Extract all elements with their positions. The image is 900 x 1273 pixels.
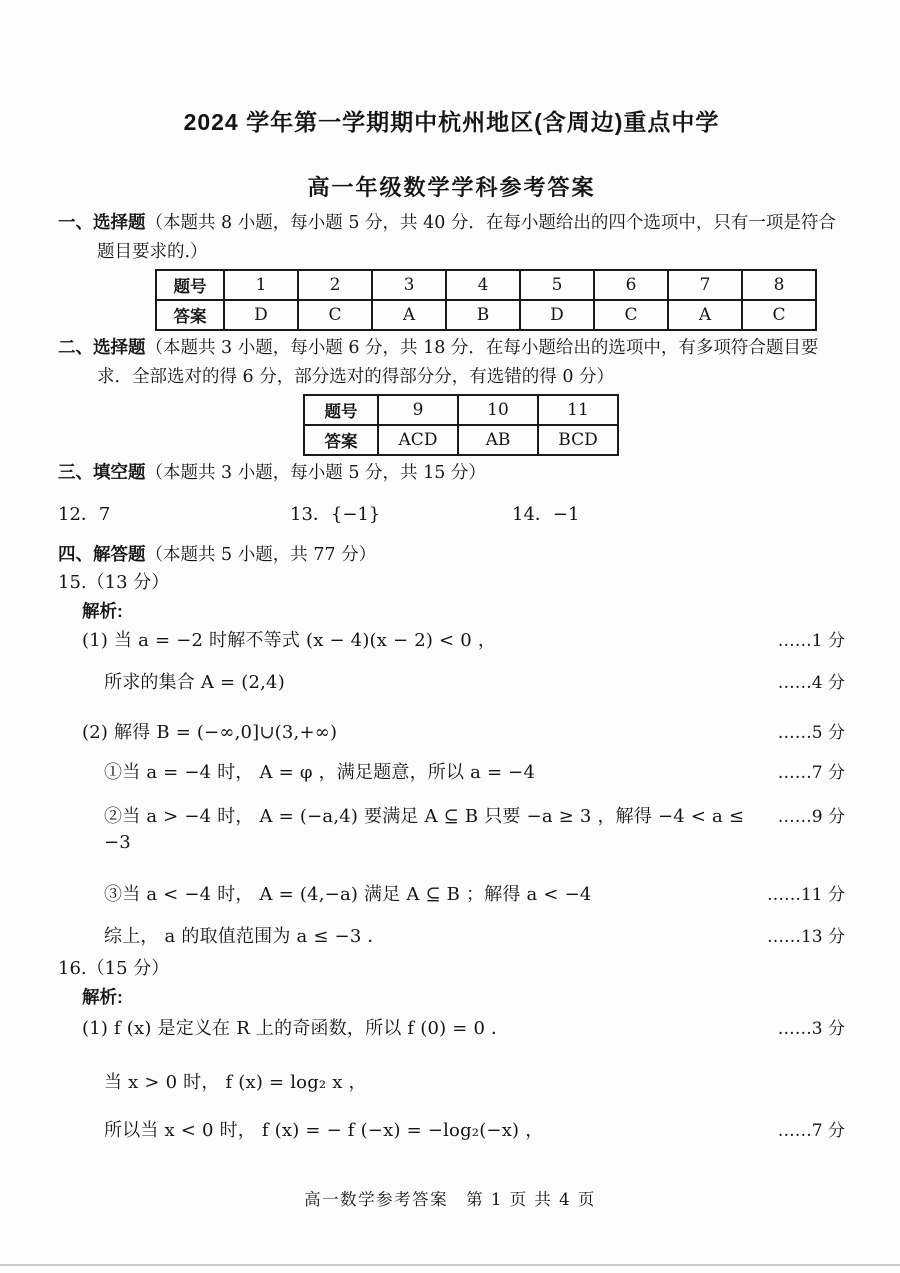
score-label: ……1 分: [777, 631, 845, 651]
table-header-cell: 题号: [304, 395, 378, 425]
section-3-title: 填空题: [93, 462, 146, 482]
section-4-number: 四、: [58, 544, 93, 564]
section-1-number: 一、: [58, 212, 93, 232]
answer-value: 7: [98, 504, 111, 525]
table-cell: 7: [668, 270, 742, 300]
question-15-header: 15.（13 分）: [58, 572, 170, 593]
score-label: ……5 分: [777, 723, 845, 743]
section-2-number: 二、: [58, 337, 93, 357]
solution-text: (1) f (x) 是定义在 R 上的奇函数，所以 f (0) = 0 ．: [82, 1018, 510, 1039]
answer-table-questions-9-11: [303, 394, 619, 456]
fill-in-answer-13: [290, 502, 512, 528]
table-cell: A: [372, 300, 446, 330]
fill-in-answer-12: [58, 502, 290, 528]
question-number: 13．: [290, 504, 331, 525]
solution-line: [58, 1070, 845, 1096]
table-cell: 10: [458, 395, 538, 425]
section-1-description: （本题共 8 小题，每小题 5 分，共 40 分．在每小题给出的四个选项中，只有一项是符合题目要求的.）: [97, 213, 836, 262]
score-label: ……7 分: [777, 1121, 845, 1141]
solution-line: [58, 628, 845, 654]
solution-text: 所求的集合 A = (2,4): [104, 672, 285, 693]
solution-text: (1) 当 a = −2 时解不等式 (x − 4)(x − 2) < 0 ，: [82, 630, 497, 651]
table-cell: AB: [458, 425, 538, 455]
table-cell: C: [594, 300, 668, 330]
section-3-description: （本题共 3 小题，每小题 5 分，共 15 分）: [145, 463, 486, 483]
table-row-answers: [304, 425, 618, 455]
score-label: ……4 分: [777, 673, 845, 693]
table-cell: D: [224, 300, 298, 330]
solution-text: 所以当 x < 0 时， f (x) = − f (−x) = −log₂(−x) ，: [104, 1120, 544, 1141]
table-cell: B: [446, 300, 520, 330]
section-4-description: （本题共 5 小题，共 77 分）: [145, 545, 377, 565]
solution-line: [58, 882, 845, 908]
table-row-question-numbers: [304, 395, 618, 425]
doc-title-line1: 2024 学年第一学期期中杭州地区(含周边)重点中学: [183, 109, 720, 135]
section-3-heading: [58, 458, 845, 488]
score-label: ……7 分: [777, 763, 845, 783]
score-label: ……9 分: [777, 807, 845, 827]
section-3-number: 三、: [58, 462, 93, 482]
score-label: ……11 分: [766, 885, 845, 905]
solution-line: [58, 1016, 845, 1042]
solution-line: [58, 1118, 845, 1144]
table-cell: 1: [224, 270, 298, 300]
answer-value: −1: [552, 504, 580, 525]
solution-text: ③当 a < −4 时， A = (4,−a) 满足 A ⊆ B ；解得 a < −4: [104, 884, 592, 905]
answer-table-questions-1-8: [155, 269, 817, 331]
question-15-analysis-label: 解析:: [82, 601, 123, 621]
table-cell: 5: [520, 270, 594, 300]
fill-in-answer-14: [512, 502, 579, 528]
table-cell: 4: [446, 270, 520, 300]
answer-value: {−1}: [330, 504, 381, 525]
table-row-answers: [156, 300, 816, 330]
solution-line: [58, 804, 845, 856]
question-number: 14．: [512, 504, 553, 525]
section-1-heading: [58, 208, 845, 267]
question-16-header: 16.（15 分）: [58, 958, 170, 979]
section-2-title: 选择题: [93, 337, 146, 357]
solution-text: 当 x > 0 时， f (x) = log₂ x ，: [104, 1072, 367, 1093]
solution-line: [58, 760, 845, 786]
section-4-heading: [58, 540, 845, 570]
fill-in-answers: [58, 502, 845, 528]
table-cell: BCD: [538, 425, 618, 455]
table-header-cell: 答案: [304, 425, 378, 455]
solution-text: ②当 a > −4 时， A = (−a,4) 要满足 A ⊆ B 只要 −a ≥ 3 ，解得 −4 < a ≤ −3: [104, 806, 745, 853]
doc-title-line2: 高一年级数学学科参考答案: [307, 175, 596, 200]
scan-edge-artifact: [0, 1264, 900, 1266]
table-cell: ACD: [378, 425, 458, 455]
section-2-heading: [58, 333, 845, 392]
question-16-analysis-label: 解析:: [82, 987, 123, 1007]
table-header-cell: 答案: [156, 300, 224, 330]
solution-line: [58, 924, 845, 950]
solution-line: [58, 720, 845, 746]
score-label: ……3 分: [777, 1019, 845, 1039]
table-cell: 2: [298, 270, 372, 300]
table-cell: 8: [742, 270, 816, 300]
table-header-cell: 题号: [156, 270, 224, 300]
section-4-title: 解答题: [93, 544, 146, 564]
table-row-question-numbers: [156, 270, 816, 300]
table-cell: 11: [538, 395, 618, 425]
solution-text: 综上， a 的取值范围为 a ≤ −3 ．: [104, 926, 386, 947]
table-cell: D: [520, 300, 594, 330]
score-label: ……13 分: [766, 927, 845, 947]
section-2-description: （本题共 3 小题，每小题 6 分，共 18 分．在每小题给出的选项中，有多项符合题目要求．全部选对的得 6 分，部分选对的得部分分，有选错的得 0 分）: [97, 338, 819, 387]
solution-text: (2) 解得 B = (−∞,0]∪(3,+∞): [82, 722, 338, 743]
section-1-title: 选择题: [93, 212, 146, 232]
table-cell: A: [668, 300, 742, 330]
page-footer: 高一数学参考答案 第 1 页 共 4 页: [304, 1190, 596, 1209]
table-cell: C: [742, 300, 816, 330]
question-number: 12．: [58, 504, 99, 525]
solution-text: ①当 a = −4 时， A = φ ，满足题意，所以 a = −4: [104, 762, 536, 783]
table-cell: C: [298, 300, 372, 330]
table-cell: 6: [594, 270, 668, 300]
table-cell: 3: [372, 270, 446, 300]
table-cell: 9: [378, 395, 458, 425]
solution-line: [58, 670, 845, 696]
